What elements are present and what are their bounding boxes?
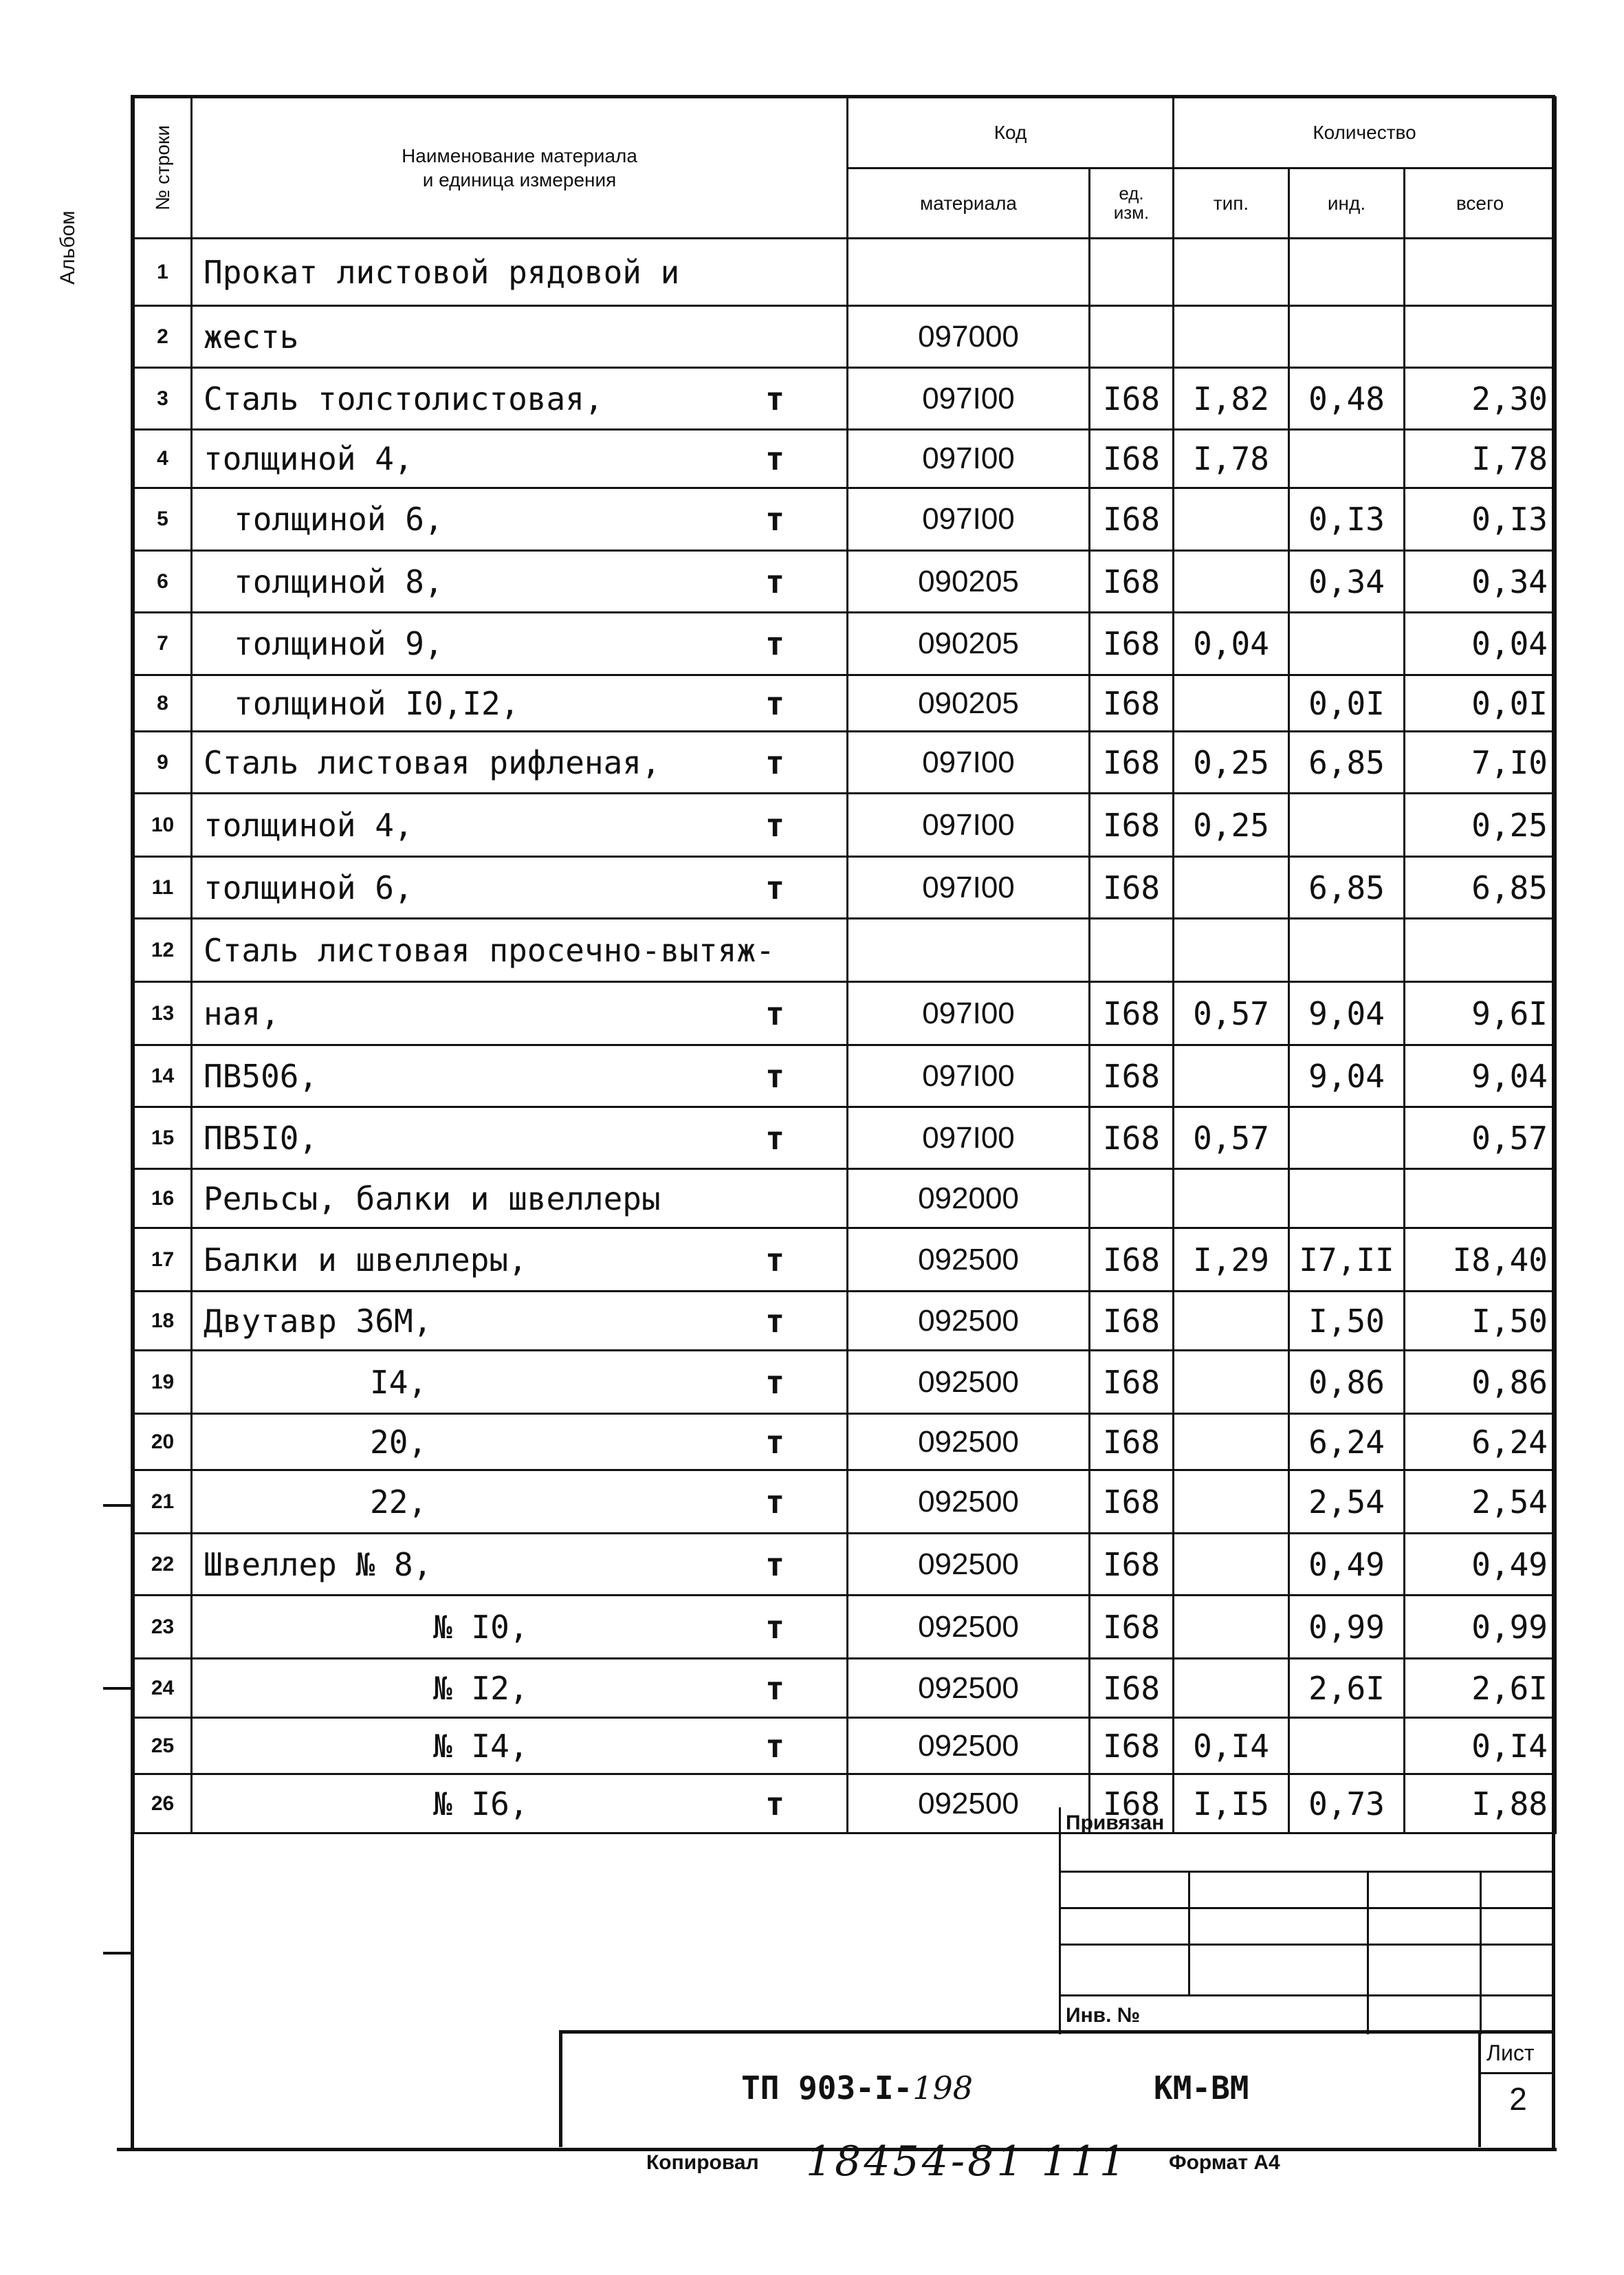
material-name xyxy=(192,1596,848,1659)
material-name-text: жесть xyxy=(204,318,299,356)
material-name xyxy=(192,368,848,430)
qty-individual: 6,85 xyxy=(1289,732,1405,794)
table-row xyxy=(134,1107,1556,1169)
qty-total: 0,49 xyxy=(1405,1534,1556,1596)
qty-typical: I,I5 xyxy=(1174,1774,1289,1833)
material-name xyxy=(192,794,848,857)
unit-code: I68 xyxy=(1090,1107,1174,1169)
material-unit: т xyxy=(765,1363,784,1401)
material-unit: т xyxy=(765,1608,784,1646)
unit-code: I68 xyxy=(1090,1534,1174,1596)
table-row xyxy=(134,551,1556,613)
material-name-text: № I2, xyxy=(433,1669,529,1707)
material-unit: т xyxy=(765,806,784,844)
row-number: 23 xyxy=(134,1596,192,1659)
qty-individual: 9,04 xyxy=(1289,1045,1405,1107)
copied-number-handwritten: 18454-81 111 xyxy=(806,2137,1129,2186)
table-row xyxy=(134,1414,1556,1470)
material-name xyxy=(192,239,848,306)
material-name-text: ная, xyxy=(204,994,280,1032)
qty-typical xyxy=(1174,1351,1289,1414)
qty-individual xyxy=(1289,430,1405,488)
material-name-text: Сталь листовая рифленая, xyxy=(204,743,661,781)
sheet-number-box xyxy=(1478,2034,1555,2147)
material-name xyxy=(192,919,848,982)
row-number: 2 xyxy=(134,306,192,368)
qty-individual xyxy=(1289,1107,1405,1169)
material-name xyxy=(192,1534,848,1596)
unit-code xyxy=(1090,239,1174,306)
margin-tick xyxy=(103,1687,131,1690)
table-row xyxy=(134,1470,1556,1534)
material-name-text: Сталь листовая просечно-вытяж- xyxy=(204,931,775,969)
qty-total: 0,34 xyxy=(1405,551,1556,613)
material-code: 092500 xyxy=(848,1596,1090,1659)
unit-code: I68 xyxy=(1090,675,1174,732)
material-unit: т xyxy=(765,380,784,417)
material-unit: т xyxy=(765,1545,784,1583)
stamp-privyazan-label: Привязан xyxy=(1066,1811,1165,1834)
header-code-unit: ед. изм. xyxy=(1090,168,1174,239)
row-number: 9 xyxy=(134,732,192,794)
material-unit: т xyxy=(765,1057,784,1095)
material-unit: т xyxy=(765,440,784,477)
material-unit: т xyxy=(765,625,784,662)
material-code: 097I00 xyxy=(848,430,1090,488)
material-name-text: 20, xyxy=(370,1423,428,1461)
material-unit: т xyxy=(765,1423,784,1461)
material-name-text: толщиной 4, xyxy=(204,440,413,477)
qty-individual: 0,86 xyxy=(1289,1351,1405,1414)
qty-individual: 9,04 xyxy=(1289,982,1405,1045)
table-row xyxy=(134,488,1556,551)
unit-code: I68 xyxy=(1090,488,1174,551)
qty-individual: 0,73 xyxy=(1289,1774,1405,1833)
qty-typical: I,29 xyxy=(1174,1228,1289,1292)
qty-total: I,88 xyxy=(1405,1774,1556,1833)
material-unit: т xyxy=(765,1727,784,1765)
row-number: 22 xyxy=(134,1534,192,1596)
qty-typical xyxy=(1174,919,1289,982)
material-name-text: толщиной 4, xyxy=(204,806,413,844)
material-code: 092500 xyxy=(848,1718,1090,1774)
format-label: Формат А4 xyxy=(1169,2151,1280,2174)
material-unit: т xyxy=(765,501,784,538)
row-number: 18 xyxy=(134,1292,192,1351)
row-number: 4 xyxy=(134,430,192,488)
unit-code: I68 xyxy=(1090,1414,1174,1470)
qty-typical xyxy=(1174,1596,1289,1659)
material-code: 090205 xyxy=(848,613,1090,675)
material-unit: т xyxy=(765,869,784,906)
row-number: 16 xyxy=(134,1169,192,1228)
sheet-label: Лист xyxy=(1486,2040,1535,2065)
material-code: 097000 xyxy=(848,306,1090,368)
material-name-text: № I0, xyxy=(433,1608,529,1646)
material-name-text: толщиной I0,I2, xyxy=(234,684,520,722)
qty-typical xyxy=(1174,1045,1289,1107)
unit-code: I68 xyxy=(1090,551,1174,613)
row-number: 11 xyxy=(134,857,192,919)
row-number: 5 xyxy=(134,488,192,551)
material-name xyxy=(192,1292,848,1351)
unit-code: I68 xyxy=(1090,982,1174,1045)
material-code: 092500 xyxy=(848,1351,1090,1414)
material-name xyxy=(192,306,848,368)
table-row xyxy=(134,1596,1556,1659)
material-unit: т xyxy=(765,994,784,1032)
material-name-text: I4, xyxy=(370,1363,428,1401)
qty-individual: 2,6I xyxy=(1289,1659,1405,1718)
material-code: 097I00 xyxy=(848,1045,1090,1107)
qty-total: I,78 xyxy=(1405,430,1556,488)
qty-total: 2,54 xyxy=(1405,1470,1556,1534)
qty-typical xyxy=(1174,1292,1289,1351)
qty-typical: I,82 xyxy=(1174,368,1289,430)
qty-individual xyxy=(1289,239,1405,306)
material-name-text: ПВ5I0, xyxy=(204,1119,318,1157)
qty-individual xyxy=(1289,306,1405,368)
qty-total: 0,04 xyxy=(1405,613,1556,675)
qty-total xyxy=(1405,306,1556,368)
material-code: 092000 xyxy=(848,1169,1090,1228)
table-row xyxy=(134,1169,1556,1228)
row-number: 26 xyxy=(134,1774,192,1833)
row-number: 13 xyxy=(134,982,192,1045)
unit-code: I68 xyxy=(1090,368,1174,430)
header-qty-total: всего xyxy=(1405,168,1556,239)
header-row-number: № строки xyxy=(134,98,192,239)
row-number: 3 xyxy=(134,368,192,430)
table-row xyxy=(134,857,1556,919)
material-name xyxy=(192,1228,848,1292)
material-name xyxy=(192,613,848,675)
qty-typical xyxy=(1174,675,1289,732)
material-unit: т xyxy=(765,1119,784,1157)
material-name-text: ПВ506, xyxy=(204,1057,318,1095)
row-number: 19 xyxy=(134,1351,192,1414)
material-name xyxy=(192,1659,848,1718)
qty-typical xyxy=(1174,551,1289,613)
material-name xyxy=(192,1774,848,1833)
table-row xyxy=(134,613,1556,675)
material-code: 092500 xyxy=(848,1470,1090,1534)
material-name-text: № I6, xyxy=(433,1785,529,1822)
qty-individual: 0,0I xyxy=(1289,675,1405,732)
material-unit: т xyxy=(765,1302,784,1340)
qty-typical xyxy=(1174,1534,1289,1596)
approval-stamp xyxy=(1059,1807,1555,2034)
header-code: Код xyxy=(848,98,1174,168)
qty-total xyxy=(1405,919,1556,982)
unit-code: I68 xyxy=(1090,1228,1174,1292)
material-code: 092500 xyxy=(848,1228,1090,1292)
material-code: 092500 xyxy=(848,1292,1090,1351)
material-name-text: Рельсы, балки и швеллеры xyxy=(204,1179,661,1217)
material-code xyxy=(848,919,1090,982)
row-number: 20 xyxy=(134,1414,192,1470)
row-number: 21 xyxy=(134,1470,192,1534)
material-name-text: толщиной 6, xyxy=(204,869,413,906)
qty-total: 0,I3 xyxy=(1405,488,1556,551)
qty-total: 9,6I xyxy=(1405,982,1556,1045)
material-name xyxy=(192,1169,848,1228)
unit-code: I68 xyxy=(1090,1596,1174,1659)
qty-typical xyxy=(1174,1659,1289,1718)
row-number: 12 xyxy=(134,919,192,982)
material-code: 097I00 xyxy=(848,982,1090,1045)
qty-individual: 6,85 xyxy=(1289,857,1405,919)
table-row xyxy=(134,1351,1556,1414)
header-material-name: Наименование материала и единица измерения xyxy=(192,98,848,239)
qty-individual: I7,II xyxy=(1289,1228,1405,1292)
qty-typical: 0,I4 xyxy=(1174,1718,1289,1774)
material-name xyxy=(192,982,848,1045)
document-code: ТП 903-I-198 xyxy=(741,2069,974,2107)
material-name-text: толщиной 8, xyxy=(234,563,443,600)
row-number: 10 xyxy=(134,794,192,857)
material-name-text: Швеллер № 8, xyxy=(204,1545,432,1583)
material-name-text: Сталь толстолистовая, xyxy=(204,380,604,417)
qty-total: 6,85 xyxy=(1405,857,1556,919)
material-unit: т xyxy=(765,1669,784,1707)
material-unit: т xyxy=(765,563,784,600)
title-block xyxy=(559,2030,1555,2147)
row-number: 1 xyxy=(134,239,192,306)
qty-individual: 6,24 xyxy=(1289,1414,1405,1470)
table-row xyxy=(134,982,1556,1045)
qty-typical xyxy=(1174,1470,1289,1534)
qty-total: 0,0I xyxy=(1405,675,1556,732)
qty-total: 2,30 xyxy=(1405,368,1556,430)
material-name-text: Прокат листовой рядовой и xyxy=(204,253,680,291)
material-spec-table xyxy=(133,96,1557,1834)
material-unit: т xyxy=(765,743,784,781)
qty-individual: I,50 xyxy=(1289,1292,1405,1351)
material-name xyxy=(192,675,848,732)
material-unit: т xyxy=(765,684,784,722)
qty-total: 9,04 xyxy=(1405,1045,1556,1107)
material-name xyxy=(192,430,848,488)
material-name xyxy=(192,1107,848,1169)
material-code: 092500 xyxy=(848,1659,1090,1718)
unit-code: I68 xyxy=(1090,1718,1174,1774)
table-row xyxy=(134,1292,1556,1351)
material-name xyxy=(192,1718,848,1774)
qty-typical xyxy=(1174,306,1289,368)
row-number: 24 xyxy=(134,1659,192,1718)
qty-total: 0,57 xyxy=(1405,1107,1556,1169)
qty-typical: I,78 xyxy=(1174,430,1289,488)
header-code-material: материала xyxy=(848,168,1090,239)
row-number: 14 xyxy=(134,1045,192,1107)
qty-typical xyxy=(1174,1169,1289,1228)
unit-code: I68 xyxy=(1090,1774,1174,1833)
header-quantity: Количество xyxy=(1174,98,1556,168)
qty-typical: 0,25 xyxy=(1174,732,1289,794)
material-name-text: № I4, xyxy=(433,1727,529,1765)
unit-code: I68 xyxy=(1090,857,1174,919)
qty-individual: 2,54 xyxy=(1289,1470,1405,1534)
qty-total: 0,86 xyxy=(1405,1351,1556,1414)
table-row xyxy=(134,794,1556,857)
qty-individual xyxy=(1289,794,1405,857)
unit-code: I68 xyxy=(1090,732,1174,794)
qty-individual: 0,99 xyxy=(1289,1596,1405,1659)
row-number: 17 xyxy=(134,1228,192,1292)
material-code: 092500 xyxy=(848,1774,1090,1833)
qty-individual xyxy=(1289,919,1405,982)
margin-tick xyxy=(103,1952,131,1955)
qty-total: 0,25 xyxy=(1405,794,1556,857)
material-code xyxy=(848,239,1090,306)
unit-code: I68 xyxy=(1090,430,1174,488)
material-name xyxy=(192,1045,848,1107)
qty-individual xyxy=(1289,613,1405,675)
material-unit: т xyxy=(765,1241,784,1278)
header-qty-typical: тип. xyxy=(1174,168,1289,239)
material-name-text: толщиной 9, xyxy=(234,625,443,662)
unit-code xyxy=(1090,306,1174,368)
material-name-text: Двутавр 36М, xyxy=(204,1302,432,1340)
material-code: 092500 xyxy=(848,1534,1090,1596)
qty-typical: 0,57 xyxy=(1174,982,1289,1045)
qty-total: I8,40 xyxy=(1405,1228,1556,1292)
row-number: 6 xyxy=(134,551,192,613)
unit-code: I68 xyxy=(1090,1351,1174,1414)
qty-typical xyxy=(1174,1414,1289,1470)
drawing-mark: КМ-ВМ xyxy=(1154,2069,1249,2107)
table-row xyxy=(134,1228,1556,1292)
table-row xyxy=(134,1534,1556,1596)
unit-code: I68 xyxy=(1090,794,1174,857)
qty-individual: 0,34 xyxy=(1289,551,1405,613)
qty-typical xyxy=(1174,857,1289,919)
spec-rows xyxy=(134,239,1556,1833)
qty-typical: 0,57 xyxy=(1174,1107,1289,1169)
material-code: 097I00 xyxy=(848,1107,1090,1169)
row-number: 25 xyxy=(134,1718,192,1774)
material-code: 097I00 xyxy=(848,857,1090,919)
copied-label: Копировал xyxy=(646,2151,759,2174)
material-name xyxy=(192,488,848,551)
material-name-text: Балки и швеллеры, xyxy=(204,1241,527,1278)
table-row xyxy=(134,1045,1556,1107)
sheet-number: 2 xyxy=(1509,2081,1527,2117)
qty-total: 2,6I xyxy=(1405,1659,1556,1718)
material-code: 090205 xyxy=(848,675,1090,732)
qty-individual: 0,49 xyxy=(1289,1534,1405,1596)
qty-typical: 0,04 xyxy=(1174,613,1289,675)
qty-total xyxy=(1405,239,1556,306)
qty-total: 7,I0 xyxy=(1405,732,1556,794)
unit-code: I68 xyxy=(1090,1659,1174,1718)
album-side-label: Альбом xyxy=(56,210,79,285)
material-code: 097I00 xyxy=(848,488,1090,551)
qty-total: I,50 xyxy=(1405,1292,1556,1351)
row-number: 7 xyxy=(134,613,192,675)
unit-code: I68 xyxy=(1090,1292,1174,1351)
material-name-text: 22, xyxy=(370,1483,428,1521)
unit-code: I68 xyxy=(1090,1470,1174,1534)
unit-code xyxy=(1090,1169,1174,1228)
table-row xyxy=(134,368,1556,430)
material-unit: т xyxy=(765,1785,784,1822)
table-row xyxy=(134,1718,1556,1774)
qty-total xyxy=(1405,1169,1556,1228)
material-code: 097I00 xyxy=(848,732,1090,794)
material-name-text: толщиной 6, xyxy=(234,501,443,538)
material-name xyxy=(192,1414,848,1470)
unit-code: I68 xyxy=(1090,1045,1174,1107)
qty-total: 0,I4 xyxy=(1405,1718,1556,1774)
margin-tick xyxy=(103,1504,131,1507)
table-row xyxy=(134,919,1556,982)
material-code: 097I00 xyxy=(848,368,1090,430)
table-row xyxy=(134,732,1556,794)
material-name xyxy=(192,1351,848,1414)
qty-typical xyxy=(1174,488,1289,551)
table-row xyxy=(134,1659,1556,1718)
document-code-handwritten: 198 xyxy=(912,2069,974,2107)
table-row xyxy=(134,430,1556,488)
table-row xyxy=(134,675,1556,732)
material-code: 092500 xyxy=(848,1414,1090,1470)
material-name xyxy=(192,732,848,794)
unit-code xyxy=(1090,919,1174,982)
table-row xyxy=(134,239,1556,306)
material-code: 090205 xyxy=(848,551,1090,613)
stamp-inventory-label: Инв. № xyxy=(1066,2004,1141,2027)
qty-individual: 0,I3 xyxy=(1289,488,1405,551)
qty-total: 0,99 xyxy=(1405,1596,1556,1659)
table-row xyxy=(134,306,1556,368)
qty-individual xyxy=(1289,1169,1405,1228)
row-number: 8 xyxy=(134,675,192,732)
qty-individual xyxy=(1289,1718,1405,1774)
material-name xyxy=(192,551,848,613)
qty-individual: 0,48 xyxy=(1289,368,1405,430)
material-name xyxy=(192,857,848,919)
qty-total: 6,24 xyxy=(1405,1414,1556,1470)
header-qty-individual: инд. xyxy=(1289,168,1405,239)
row-number: 15 xyxy=(134,1107,192,1169)
material-name xyxy=(192,1470,848,1534)
qty-typical xyxy=(1174,239,1289,306)
qty-typical: 0,25 xyxy=(1174,794,1289,857)
unit-code: I68 xyxy=(1090,613,1174,675)
material-unit: т xyxy=(765,1483,784,1521)
material-code: 097I00 xyxy=(848,794,1090,857)
